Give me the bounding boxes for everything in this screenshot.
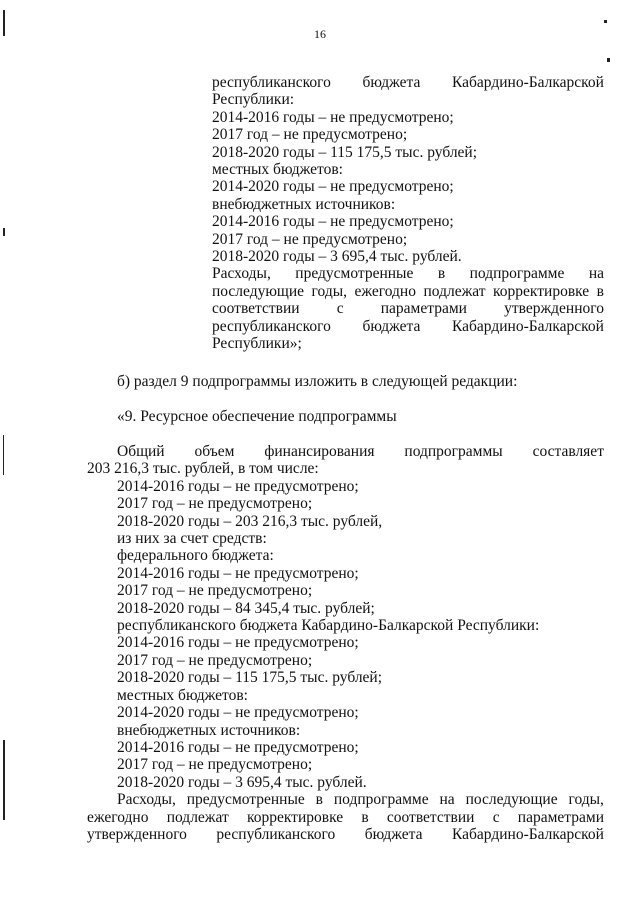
word: бюджета	[362, 74, 421, 91]
paragraph-b: б) раздел 9 подпрограммы изложить в следующей редакции:	[117, 373, 518, 390]
text-line-justified: соответствии с параметрами утвержденного	[212, 300, 604, 318]
text-line-justified: Расходы, предусмотренные в подпрограмме на последующие годы,	[117, 791, 604, 809]
text-line: 2018-2020 годы – 203 216,3 тыс. рублей,	[117, 512, 383, 530]
text-line: 2018-2020 годы – 3 695,4 тыс. рублей.	[212, 248, 462, 266]
text-line: 2014-2020 годы – не предусмотрено;	[212, 178, 454, 196]
text-line: 2018-2020 годы – 115 175,5 тыс. рублей;	[117, 669, 383, 687]
text-line: 203 216,3 тыс. рублей, в том числе:	[87, 460, 319, 478]
text-line: 2014-2016 годы – не предусмотрено;	[212, 213, 454, 231]
scan-edge-mark	[3, 228, 5, 236]
text-line-justified	[212, 74, 604, 91]
text-line: 2014-2016 годы – не предусмотрено;	[212, 108, 454, 126]
text-line: из них за счет средств:	[117, 530, 267, 548]
word: республиканского	[212, 74, 331, 91]
text-line-justified: последующие годы, ежегодно подлежат корректировке в	[212, 282, 604, 300]
page-number: 16	[314, 27, 326, 41]
text-line: 2018-2020 годы – 115 175,5 тыс. рублей;	[212, 143, 478, 161]
text-line: местных бюджетов:	[212, 161, 343, 179]
text-line: внебюджетных источников:	[117, 721, 301, 739]
text-line: 2014-2016 годы – не предусмотрено;	[117, 477, 359, 495]
text-line: Республики»;	[212, 335, 302, 353]
text-line: 2014-2016 годы – не предусмотрено;	[117, 564, 359, 582]
text-line: 2018-2020 годы – 84 345,4 тыс. рублей;	[117, 599, 375, 617]
text-line: местных бюджетов:	[117, 686, 248, 704]
text-line: 2017 год – не предусмотрено;	[212, 230, 408, 248]
text-line: 2017 год – не предусмотрено;	[117, 756, 313, 774]
scan-edge-mark	[3, 740, 5, 820]
word: Кабардино-Балкарской	[452, 74, 604, 91]
section-title: «9. Ресурсное обеспечение подпрограммы	[117, 408, 397, 425]
top-text-block	[212, 74, 604, 353]
text-line: 2014-2016 годы – не предусмотрено;	[117, 634, 359, 652]
text-line: 2017 год – не предусмотрено;	[117, 651, 313, 669]
text-line: 2017 год – не предусмотрено;	[212, 126, 408, 144]
text-line: 2017 год – не предусмотрено;	[117, 495, 313, 513]
text-line: 2014-2020 годы – не предусмотрено;	[117, 704, 359, 722]
text-line: 2018-2020 годы – 3 695,4 тыс. рублей.	[117, 773, 367, 791]
scan-dot	[604, 20, 607, 23]
text-line: федерального бюджета:	[117, 547, 274, 565]
text-line: республиканского бюджета Кабардино-Балкарской Республики:	[117, 617, 540, 635]
scan-edge-mark	[3, 435, 4, 475]
text-line-justified: Общий объем финансирования подпрограммы составляет	[117, 443, 604, 460]
text-line: 2017 год – не предусмотрено;	[117, 582, 313, 600]
text-line: Республики:	[212, 91, 295, 109]
text-line-justified: Расходы, предусмотренные в подпрограмме на	[212, 265, 604, 283]
main-text-block	[87, 443, 604, 843]
text-line: 2014-2016 годы – не предусмотрено;	[117, 738, 359, 756]
scan-dot	[607, 58, 610, 62]
text-line-justified: республиканского бюджета Кабардино-Балкарской	[212, 317, 604, 335]
text-line: внебюджетных источников:	[212, 195, 396, 213]
text-line-justified: ежегодно подлежат корректировке в соответствии с параметрами	[87, 808, 604, 826]
text-line-justified: утвержденного республиканского бюджета Кабардино-Балкарской	[87, 825, 604, 843]
